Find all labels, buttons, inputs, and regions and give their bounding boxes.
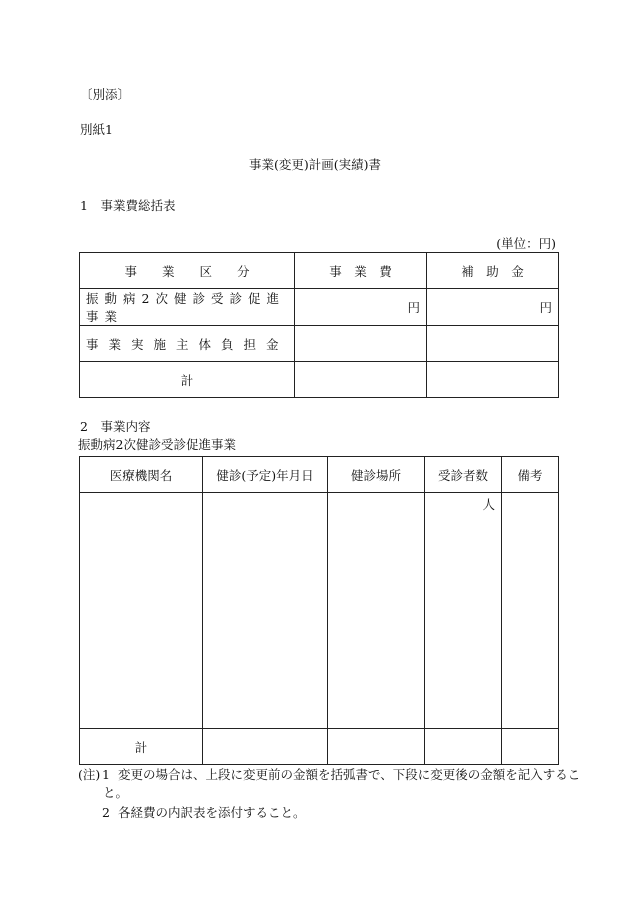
note-1-text-continued: と。 [103, 785, 129, 800]
col-header-subsidy: 補 助 金 [427, 253, 559, 289]
row-label: 事業実施主体負担金 [80, 326, 295, 362]
note-2-number: 2 [102, 805, 110, 820]
summary-row [80, 326, 559, 362]
note-2-text: 各経費の内訳表を添付すること。 [118, 805, 306, 820]
col-header-cost: 事 業 費 [295, 253, 427, 289]
summary-row [80, 289, 559, 326]
col-header-facility: 医療機関名 [80, 457, 203, 493]
remarks-total-cell [502, 729, 559, 765]
section2-subheading: 振動病2次健診受診促進事業 [78, 437, 236, 452]
cost-cell [295, 326, 427, 362]
attachment-label: 〔別添〕 [80, 87, 131, 102]
col-header-place: 健診場所 [328, 457, 425, 493]
col-header-remarks: 備考 [502, 457, 559, 493]
note-1-number: 1 [102, 767, 110, 782]
count-cell: 人 [425, 493, 502, 729]
count-total-cell [425, 729, 502, 765]
detail-table [79, 456, 559, 765]
date-cell [203, 493, 328, 729]
col-header-count: 受診者数 [425, 457, 502, 493]
cost-cell: 円 [295, 289, 427, 326]
place-cell [328, 493, 425, 729]
form-number: 別紙1 [80, 122, 113, 137]
col-header-category: 事 業 区 分 [80, 253, 295, 289]
section1-heading: 1 事業費総括表 [80, 198, 176, 213]
summary-total-row [80, 362, 559, 398]
date-total-cell [203, 729, 328, 765]
subsidy-cell: 円 [427, 289, 559, 326]
section2-heading: 2 事業内容 [80, 419, 151, 434]
unit-label: (単位：円) [496, 236, 556, 251]
cost-cell [295, 362, 427, 398]
detail-header-row [80, 457, 559, 493]
facility-cell [80, 493, 203, 729]
place-total-cell [328, 729, 425, 765]
remarks-cell [502, 493, 559, 729]
row-label: 振動病2次健診受診促進事業 [80, 289, 295, 326]
summary-header-row [80, 253, 559, 289]
note-prefix: (注) [78, 767, 101, 782]
summary-table [79, 252, 559, 398]
detail-total-row [80, 729, 559, 765]
total-label: 計 [80, 729, 203, 765]
col-header-date: 健診(予定)年月日 [203, 457, 328, 493]
subsidy-cell [427, 362, 559, 398]
row-label: 計 [80, 362, 295, 398]
note-1-text: 変更の場合は、上段に変更前の金額を括弧書で、下段に変更後の金額を記入するこ [118, 767, 581, 782]
detail-body-row [80, 493, 559, 729]
document-title: 事業(変更)計画(実績)書 [248, 157, 381, 172]
subsidy-cell [427, 326, 559, 362]
